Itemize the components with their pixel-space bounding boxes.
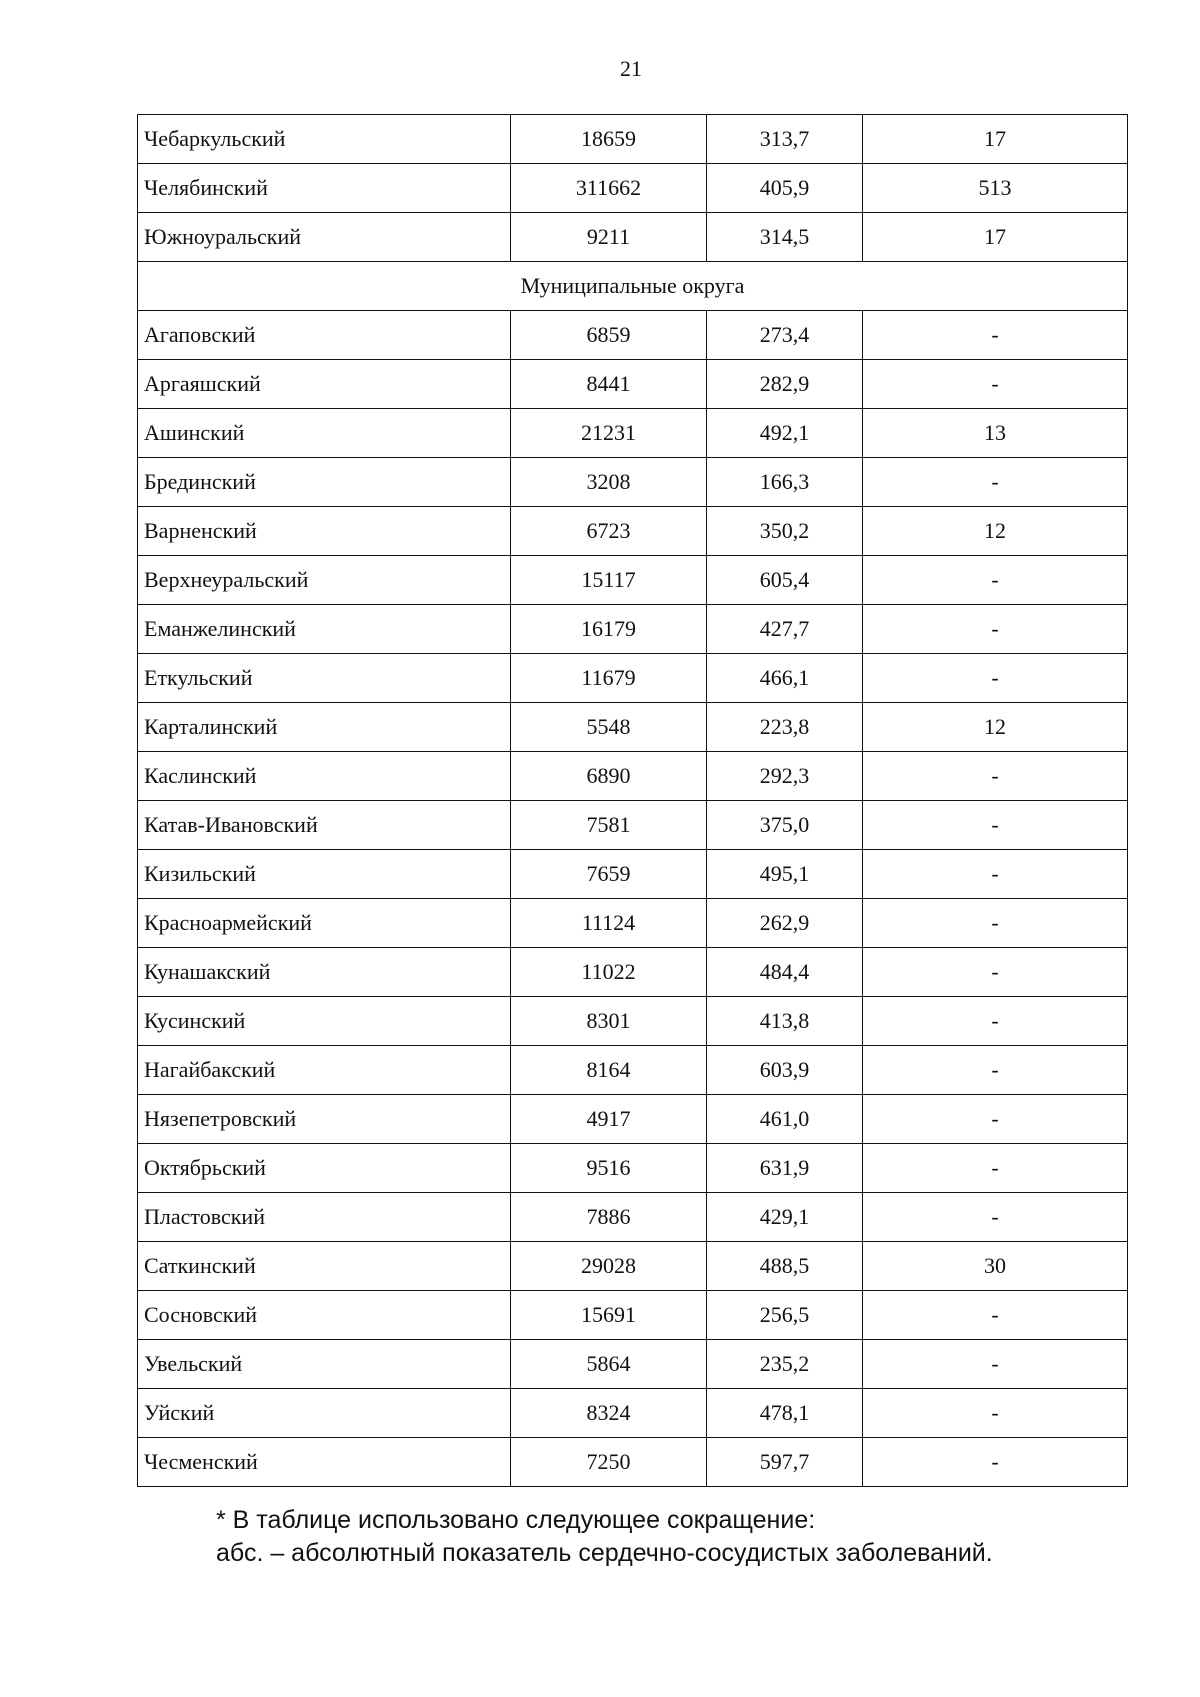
value-extra: -	[863, 605, 1128, 654]
value-rate: 631,9	[707, 1144, 863, 1193]
value-rate: 314,5	[707, 213, 863, 262]
value-extra: -	[863, 458, 1128, 507]
table-row	[138, 1389, 1128, 1438]
value-absolute: 11124	[511, 899, 707, 948]
value-rate: 605,4	[707, 556, 863, 605]
value-absolute: 11679	[511, 654, 707, 703]
footnote-line-2: абс. – абсолютный показатель сердечно-сосудистых заболеваний.	[216, 1539, 993, 1567]
value-rate: 478,1	[707, 1389, 863, 1438]
table-row	[138, 507, 1128, 556]
value-rate: 223,8	[707, 703, 863, 752]
value-absolute: 16179	[511, 605, 707, 654]
value-absolute: 21231	[511, 409, 707, 458]
value-absolute: 15117	[511, 556, 707, 605]
value-absolute: 8301	[511, 997, 707, 1046]
value-absolute: 6890	[511, 752, 707, 801]
value-extra: -	[863, 1291, 1128, 1340]
municipality-name: Еманжелинский	[138, 605, 511, 654]
value-extra: -	[863, 311, 1128, 360]
value-extra: -	[863, 752, 1128, 801]
municipality-name: Пластовский	[138, 1193, 511, 1242]
value-absolute: 3208	[511, 458, 707, 507]
value-extra: -	[863, 360, 1128, 409]
table-row	[138, 801, 1128, 850]
value-rate: 492,1	[707, 409, 863, 458]
value-extra: -	[863, 1340, 1128, 1389]
table-row	[138, 1144, 1128, 1193]
table-row	[138, 1095, 1128, 1144]
municipality-name: Красноармейский	[138, 899, 511, 948]
value-extra: -	[863, 997, 1128, 1046]
section-header: Муниципальные округа	[138, 262, 1128, 311]
value-absolute: 5548	[511, 703, 707, 752]
table-row	[138, 458, 1128, 507]
value-rate: 427,7	[707, 605, 863, 654]
value-absolute: 15691	[511, 1291, 707, 1340]
table-row	[138, 605, 1128, 654]
value-extra: -	[863, 948, 1128, 997]
municipality-name: Аргаяшский	[138, 360, 511, 409]
municipality-name: Сосновский	[138, 1291, 511, 1340]
municipality-name: Чебаркульский	[138, 115, 511, 164]
value-rate: 484,4	[707, 948, 863, 997]
table-row	[138, 1193, 1128, 1242]
value-rate: 466,1	[707, 654, 863, 703]
municipality-name: Еткульский	[138, 654, 511, 703]
municipality-name: Южноуральский	[138, 213, 511, 262]
municipality-name: Карталинский	[138, 703, 511, 752]
municipality-name: Челябинский	[138, 164, 511, 213]
page-number: 21	[620, 56, 642, 81]
value-rate: 603,9	[707, 1046, 863, 1095]
value-extra: -	[863, 1144, 1128, 1193]
value-rate: 273,4	[707, 311, 863, 360]
value-absolute: 5864	[511, 1340, 707, 1389]
table-body	[138, 115, 1128, 1487]
value-extra: -	[863, 801, 1128, 850]
value-extra: -	[863, 556, 1128, 605]
value-rate: 256,5	[707, 1291, 863, 1340]
value-extra: 12	[863, 507, 1128, 556]
municipality-name: Кунашакский	[138, 948, 511, 997]
table-row	[138, 1242, 1128, 1291]
value-rate: 405,9	[707, 164, 863, 213]
value-rate: 282,9	[707, 360, 863, 409]
table-row	[138, 997, 1128, 1046]
value-absolute: 6859	[511, 311, 707, 360]
municipality-name: Нагайбакский	[138, 1046, 511, 1095]
value-extra: 30	[863, 1242, 1128, 1291]
table-row	[138, 213, 1128, 262]
value-absolute: 18659	[511, 115, 707, 164]
value-extra: 13	[863, 409, 1128, 458]
value-absolute: 8164	[511, 1046, 707, 1095]
municipality-name: Увельский	[138, 1340, 511, 1389]
table-row	[138, 164, 1128, 213]
municipality-name: Саткинский	[138, 1242, 511, 1291]
value-extra: -	[863, 654, 1128, 703]
value-rate: 313,7	[707, 115, 863, 164]
value-extra: -	[863, 1438, 1128, 1487]
value-absolute: 7886	[511, 1193, 707, 1242]
footnote-line-1: * В таблице использовано следующее сокращение:	[216, 1506, 816, 1534]
municipality-name: Брединский	[138, 458, 511, 507]
municipality-name: Варненский	[138, 507, 511, 556]
municipality-name: Октябрьский	[138, 1144, 511, 1193]
municipality-name: Уйский	[138, 1389, 511, 1438]
value-absolute: 6723	[511, 507, 707, 556]
value-rate: 461,0	[707, 1095, 863, 1144]
table-row	[138, 409, 1128, 458]
municipality-name: Чесменский	[138, 1438, 511, 1487]
value-absolute: 29028	[511, 1242, 707, 1291]
value-extra: -	[863, 1389, 1128, 1438]
value-extra: 12	[863, 703, 1128, 752]
municipality-name: Нязепетровский	[138, 1095, 511, 1144]
municipality-name: Кизильский	[138, 850, 511, 899]
table-row	[138, 899, 1128, 948]
value-rate: 375,0	[707, 801, 863, 850]
municipality-name: Верхнеуральский	[138, 556, 511, 605]
municipality-name: Катав-Ивановский	[138, 801, 511, 850]
value-extra: -	[863, 899, 1128, 948]
value-rate: 429,1	[707, 1193, 863, 1242]
value-rate: 597,7	[707, 1438, 863, 1487]
value-absolute: 8441	[511, 360, 707, 409]
footnote	[216, 1504, 993, 1570]
value-rate: 350,2	[707, 507, 863, 556]
value-extra: -	[863, 1193, 1128, 1242]
value-absolute: 7581	[511, 801, 707, 850]
value-absolute: 7250	[511, 1438, 707, 1487]
value-rate: 495,1	[707, 850, 863, 899]
value-rate: 413,8	[707, 997, 863, 1046]
value-absolute: 9516	[511, 1144, 707, 1193]
data-table	[137, 114, 1128, 1487]
value-extra: -	[863, 1046, 1128, 1095]
table-row	[138, 850, 1128, 899]
section-row	[138, 262, 1128, 311]
value-absolute: 11022	[511, 948, 707, 997]
table-row	[138, 556, 1128, 605]
value-rate: 488,5	[707, 1242, 863, 1291]
municipality-name: Каслинский	[138, 752, 511, 801]
table-row	[138, 703, 1128, 752]
municipality-name: Ашинский	[138, 409, 511, 458]
municipality-name: Агаповский	[138, 311, 511, 360]
table-row	[138, 1291, 1128, 1340]
table-row	[138, 115, 1128, 164]
table-row	[138, 752, 1128, 801]
value-absolute: 7659	[511, 850, 707, 899]
value-rate: 235,2	[707, 1340, 863, 1389]
value-extra: -	[863, 850, 1128, 899]
municipality-name: Кусинский	[138, 997, 511, 1046]
value-rate: 292,3	[707, 752, 863, 801]
value-extra: 17	[863, 213, 1128, 262]
value-absolute: 311662	[511, 164, 707, 213]
value-extra: -	[863, 1095, 1128, 1144]
value-absolute: 9211	[511, 213, 707, 262]
value-extra: 17	[863, 115, 1128, 164]
value-absolute: 8324	[511, 1389, 707, 1438]
value-extra: 513	[863, 164, 1128, 213]
table-row	[138, 1438, 1128, 1487]
table-row	[138, 1340, 1128, 1389]
value-rate: 166,3	[707, 458, 863, 507]
table-row	[138, 948, 1128, 997]
table-row	[138, 654, 1128, 703]
value-absolute: 4917	[511, 1095, 707, 1144]
table-row	[138, 311, 1128, 360]
table-row	[138, 360, 1128, 409]
value-rate: 262,9	[707, 899, 863, 948]
table-row	[138, 1046, 1128, 1095]
